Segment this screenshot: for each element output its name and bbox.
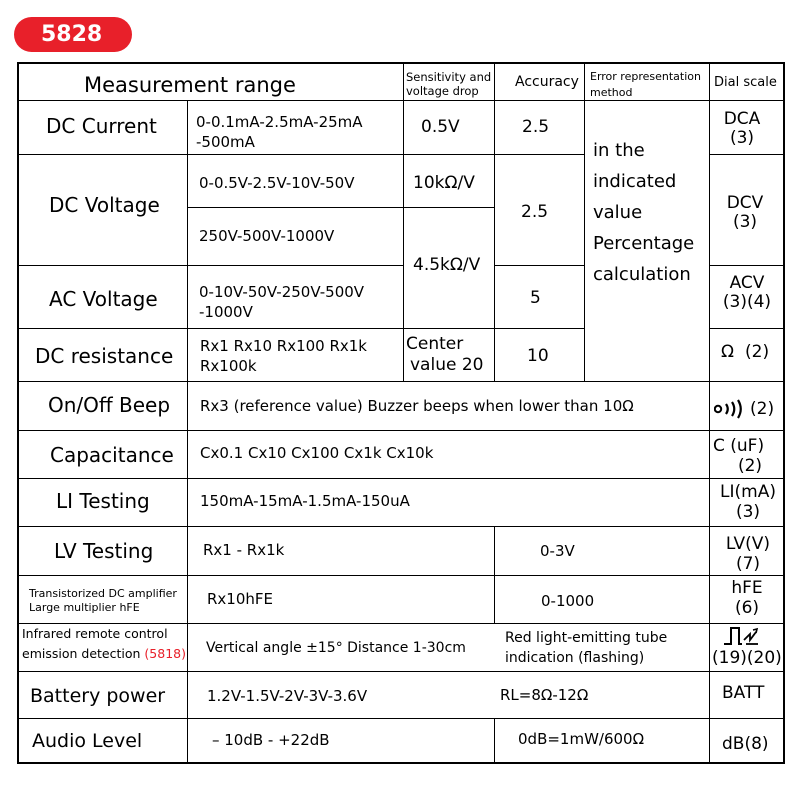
infrared-value-line2: indication (flashing) — [505, 650, 645, 666]
hfe-label-line2: Large multiplier hFE — [29, 601, 140, 614]
row-divider — [709, 154, 785, 155]
dc-resistance-dial: (2) — [745, 342, 770, 362]
col-divider — [187, 100, 188, 764]
battery-label: Battery power — [30, 685, 166, 707]
dc-current-accuracy: 2.5 — [522, 117, 550, 137]
col-divider — [494, 718, 495, 764]
row-divider — [17, 623, 785, 624]
dc-current-range-line1: 0-0.1mA-2.5mA-25mA — [196, 113, 363, 131]
error-method-line1: in the — [593, 140, 645, 161]
audio-range: – 10dB - +22dB — [212, 731, 330, 749]
row-divider — [403, 154, 494, 155]
model-badge: 5828 — [14, 17, 132, 52]
battery-value: RL=8Ω-12Ω — [500, 686, 589, 704]
audio-dial: dB(8) — [722, 734, 769, 754]
ac-voltage-range-line1: 0-10V-50V-250V-500V — [199, 283, 365, 301]
header-sensitivity-line1: Sensitivity and — [406, 70, 492, 84]
infrared-dial: (19)(20) — [712, 648, 782, 668]
row-divider — [17, 328, 584, 329]
row-divider — [403, 207, 494, 208]
dc-current-dial-line1: DCA — [723, 109, 761, 129]
hfe-dial-line1: hFE — [731, 578, 763, 598]
header-error-line2: method — [590, 86, 633, 99]
dc-resistance-range-line1: Rx1 Rx10 Rx100 Rx1k — [200, 337, 367, 355]
dc-current-dial-line2: (3) — [729, 128, 755, 148]
lv-testing-value: 0-3V — [540, 542, 575, 560]
col-divider — [403, 62, 404, 381]
capacitance-label: Capacitance — [50, 443, 174, 467]
infrared-label-line2 — [22, 647, 186, 661]
dc-voltage-range-1: 0-0.5V-2.5V-10V-50V — [199, 174, 355, 192]
col-divider — [584, 62, 585, 381]
infrared-label-line1: Infrared remote control — [22, 626, 168, 641]
dc-resistance-label: DC resistance — [35, 344, 174, 368]
col-divider — [494, 526, 495, 623]
lv-testing-dial-line1: LV(V) — [725, 534, 771, 554]
dc-resistance-range-line2: Rx100k — [200, 357, 257, 375]
ac-voltage-accuracy: 5 — [530, 288, 541, 308]
dc-voltage-label: DC Voltage — [49, 193, 160, 217]
beep-label: On/Off Beep — [48, 393, 171, 417]
dc-voltage-dial-line1: DCV — [726, 193, 764, 213]
sound-waves-icon — [714, 399, 748, 419]
ac-voltage-range-line2: -1000V — [199, 303, 253, 321]
hfe-range: Rx10hFE — [207, 590, 273, 608]
row-divider — [494, 265, 584, 266]
hfe-label-line1: Transistorized DC amplifier — [29, 587, 177, 600]
hfe-value: 0-1000 — [541, 592, 595, 610]
audio-label: Audio Level — [32, 730, 143, 752]
battery-range: 1.2V-1.5V-2V-3V-3.6V — [207, 687, 368, 705]
row-divider — [17, 575, 785, 576]
dc-voltage-accuracy: 2.5 — [521, 202, 549, 222]
row-divider — [187, 207, 403, 208]
error-method-line2: indicated — [593, 171, 677, 192]
header-accuracy: Accuracy — [515, 74, 579, 90]
infrared-model-note: (5818) — [144, 646, 186, 661]
audio-value: 0dB=1mW/600Ω — [518, 730, 645, 748]
infrared-value-line1: Red light-emitting tube — [505, 630, 668, 646]
error-method-line3: value — [593, 202, 643, 223]
row-divider — [17, 526, 785, 527]
ac-voltage-dial-line2: (3)(4) — [722, 292, 772, 312]
lv-testing-label: LV Testing — [54, 539, 154, 563]
dc-voltage-dial-line2: (3) — [732, 212, 758, 232]
li-testing-range: 150mA-15mA-1.5mA-150uA — [200, 492, 410, 510]
dc-voltage-sensitivity-2: 4.5kΩ/V — [413, 255, 481, 275]
beep-range: Rx3 (reference value) Buzzer beeps when lower than 10Ω — [200, 397, 634, 415]
row-divider — [187, 154, 403, 155]
infrared-range: Vertical angle ±15° Distance 1-30cm — [206, 640, 466, 656]
beep-dial: (2) — [750, 399, 775, 419]
dc-voltage-range-2: 250V-500V-1000V — [199, 227, 335, 245]
ac-voltage-dial-line1: ACV — [729, 273, 765, 293]
row-divider — [17, 671, 785, 672]
infrared-label-text: emission detection — [22, 646, 141, 661]
col-divider — [709, 62, 710, 764]
li-testing-dial-line1: LI(mA) — [720, 482, 776, 502]
row-divider — [17, 478, 785, 479]
dc-resistance-dial-symbol: Ω — [721, 342, 734, 362]
dc-voltage-sensitivity-1: 10kΩ/V — [413, 173, 475, 193]
header-measurement-range: Measurement range — [84, 73, 296, 97]
li-testing-label: LI Testing — [56, 489, 150, 513]
row-divider — [494, 154, 584, 155]
li-testing-dial-line2: (3) — [735, 502, 761, 522]
dc-current-label: DC Current — [46, 114, 157, 138]
row-divider — [17, 381, 785, 382]
row-divider — [17, 154, 187, 155]
dc-resistance-accuracy: 10 — [527, 346, 549, 366]
row-divider — [17, 265, 403, 266]
header-dial-scale: Dial scale — [714, 75, 777, 90]
dc-current-range-line2: -500mA — [196, 133, 255, 151]
capacitance-dial-line1: C (uF) — [713, 436, 765, 456]
row-divider — [17, 718, 785, 719]
row-divider — [17, 100, 785, 101]
dc-resistance-sensitivity-line2: value 20 — [410, 355, 484, 375]
pulse-icon — [722, 624, 762, 648]
hfe-dial-line2: (6) — [734, 598, 760, 618]
error-method-line5: calculation — [593, 264, 691, 285]
dc-current-sensitivity: 0.5V — [421, 117, 460, 137]
col-divider — [494, 62, 495, 381]
lv-testing-dial-line2: (7) — [735, 554, 761, 574]
capacitance-range: Cx0.1 Cx10 Cx100 Cx1k Cx10k — [200, 444, 434, 462]
ac-voltage-label: AC Voltage — [49, 287, 158, 311]
row-divider — [709, 328, 785, 329]
header-error-line1: Error representation — [590, 70, 701, 83]
lv-testing-range: Rx1 - Rx1k — [203, 541, 285, 559]
dc-resistance-sensitivity-line1: Center — [406, 334, 464, 354]
battery-dial: BATT — [722, 683, 765, 703]
capacitance-dial-line2: (2) — [737, 456, 763, 476]
row-divider — [17, 430, 785, 431]
row-divider — [709, 265, 785, 266]
error-method-line4: Percentage — [593, 233, 695, 254]
header-sensitivity-line2: voltage drop — [406, 84, 479, 98]
